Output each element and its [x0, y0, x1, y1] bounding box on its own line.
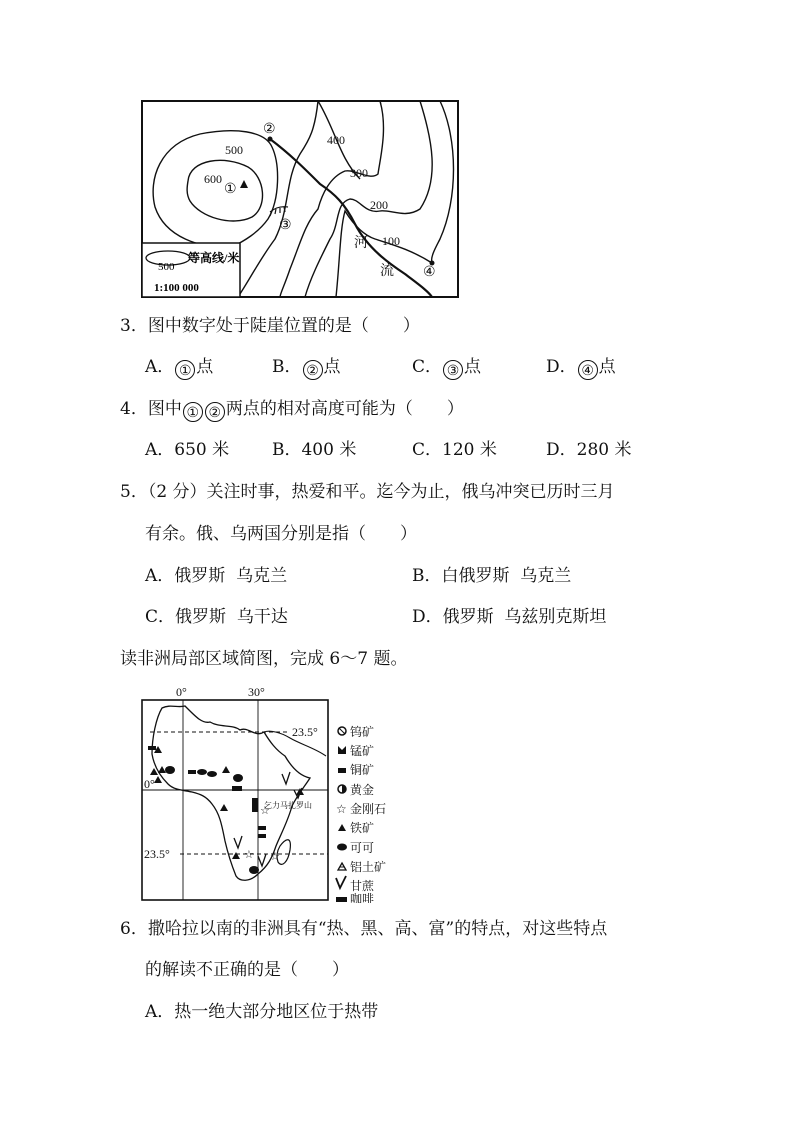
legend-tungsten [338, 725, 374, 739]
legend-bauxite [338, 859, 386, 874]
q6-option-a: A．热一绝大部分地区位于热带 [145, 1002, 379, 1022]
diamond-symbol: ☆ [270, 851, 280, 863]
lat-label-s: 23.5° [144, 847, 170, 861]
river [270, 139, 432, 297]
cocoa-symbol [197, 769, 207, 775]
q3-option-a: A． ① 点 [145, 357, 214, 379]
svg-text:锰矿: 锰矿 [350, 744, 375, 758]
cocoa-symbol [207, 771, 217, 777]
q4-option-c: C．120 米 [412, 440, 497, 460]
africa-map [140, 686, 404, 903]
contour-400 [238, 101, 318, 297]
q5-stem-line1: 5．（2 分）关注时事，热爱和平。迄今为止，俄乌冲突已历时三月 [120, 482, 615, 502]
svg-text:1:100 000: 1:100 000 [154, 282, 199, 294]
contour-500 [153, 131, 277, 248]
q3-option-b: B． ② 点 [272, 357, 341, 379]
lat-label-n: 23.5° [292, 725, 318, 739]
sugarcane-symbol [234, 836, 242, 848]
legend-coffee [336, 891, 374, 903]
iron-symbol [220, 804, 228, 811]
section-intro: 读非洲局部区域简图，完成 6～7 题。 [120, 649, 408, 669]
iron-symbol [222, 766, 230, 773]
q6-stem-line2: 的解读不正确的是（ ） [145, 960, 349, 980]
copper-symbol [252, 798, 258, 812]
q4-stem: 4．图中 ① ② 两点的相对高度可能为（ ） [120, 399, 464, 421]
label-500: 500 [225, 143, 243, 157]
q5-option-b: B．白俄罗斯 乌克兰 [412, 566, 572, 586]
svg-text:咖啡: 咖啡 [350, 892, 375, 903]
point-3-label: ③ [279, 218, 292, 233]
q5-option-d: D．俄罗斯 乌兹别克斯坦 [412, 607, 607, 627]
svg-text:钨矿: 钨矿 [350, 725, 375, 739]
cocoa-symbol [165, 766, 175, 774]
legend-cocoa [337, 841, 374, 855]
label-200: 200 [370, 198, 388, 212]
q5-stem-line2: 有余。俄、乌两国分别是指（ ） [145, 524, 417, 544]
iron-symbol [232, 852, 240, 859]
legend-gold [338, 782, 374, 797]
q4-option-b: B．400 米 [272, 440, 357, 460]
svg-text:甘蔗: 甘蔗 [350, 879, 375, 893]
copper-symbol [148, 746, 156, 750]
point-1-label: ① [224, 182, 237, 197]
contour-200 [305, 101, 432, 297]
legend-manganese [338, 744, 374, 758]
svg-text:黄金: 黄金 [350, 783, 375, 797]
gold-symbol [249, 866, 259, 874]
point-2-dot [268, 137, 273, 142]
point-4-label: ④ [423, 265, 436, 280]
copper-symbol [258, 834, 266, 838]
contour-100 [432, 101, 454, 263]
sugarcane-symbol [258, 854, 266, 866]
sugarcane-symbol [282, 772, 290, 784]
lon-label-0: 0° [176, 686, 187, 699]
point-2-label: ② [263, 122, 276, 137]
coffee-symbol [232, 786, 242, 791]
lat-label-0: 0° [144, 777, 155, 791]
copper-symbol [258, 826, 266, 830]
legend-copper [338, 762, 374, 777]
svg-text:铝土矿: 铝土矿 [350, 860, 387, 874]
iron-symbol [154, 776, 162, 783]
lon-label-30: 30° [248, 686, 265, 699]
river-char-2: 流 [380, 264, 394, 279]
label-100: 100 [382, 234, 400, 248]
q4-option-a: A．650 米 [145, 440, 230, 460]
legend-iron [338, 820, 374, 835]
legend-sugarcane [336, 876, 375, 893]
mountain-label: 乞力马扎罗山 [264, 801, 312, 810]
iron-symbol [158, 766, 166, 773]
svg-text:金刚石: 金刚石 [350, 802, 387, 816]
map1-legend [142, 243, 240, 297]
q3-stem: 3．图中数字处于陡崖位置的是（ ） [120, 316, 420, 336]
label-600: 600 [204, 172, 222, 186]
label-300: 300 [350, 166, 368, 180]
svg-text:铜矿: 铜矿 [350, 763, 375, 777]
svg-text:等高线/米: 等高线/米 [188, 251, 240, 265]
q5-option-a: A．俄罗斯 乌克兰 [145, 566, 288, 586]
q6-stem-line1: 6．撒哈拉以南的非洲具有“热、黑、高、富”的特点，对这些特点 [120, 919, 608, 939]
q5-option-c: C．俄罗斯 乌干达 [145, 607, 288, 627]
copper-symbol [188, 770, 196, 774]
svg-text:☆: ☆ [336, 802, 347, 816]
legend-diamond [336, 801, 386, 816]
svg-text:500: 500 [158, 261, 175, 273]
svg-text:可可: 可可 [350, 841, 375, 855]
diamond-symbol: ☆ [260, 805, 270, 817]
q3-option-d: D． ④ 点 [546, 357, 616, 379]
q3-option-c: C． ③ 点 [412, 357, 482, 379]
label-400: 400 [327, 133, 345, 147]
diamond-symbol: ☆ [244, 849, 254, 861]
contour-map [140, 99, 460, 299]
svg-text:铁矿: 铁矿 [350, 821, 375, 835]
q4-option-d: D．280 米 [546, 440, 632, 460]
map2-legend [336, 725, 386, 903]
peak-triangle [240, 180, 248, 188]
gold-symbol [233, 774, 243, 782]
river-char-1: 河 [354, 236, 368, 251]
